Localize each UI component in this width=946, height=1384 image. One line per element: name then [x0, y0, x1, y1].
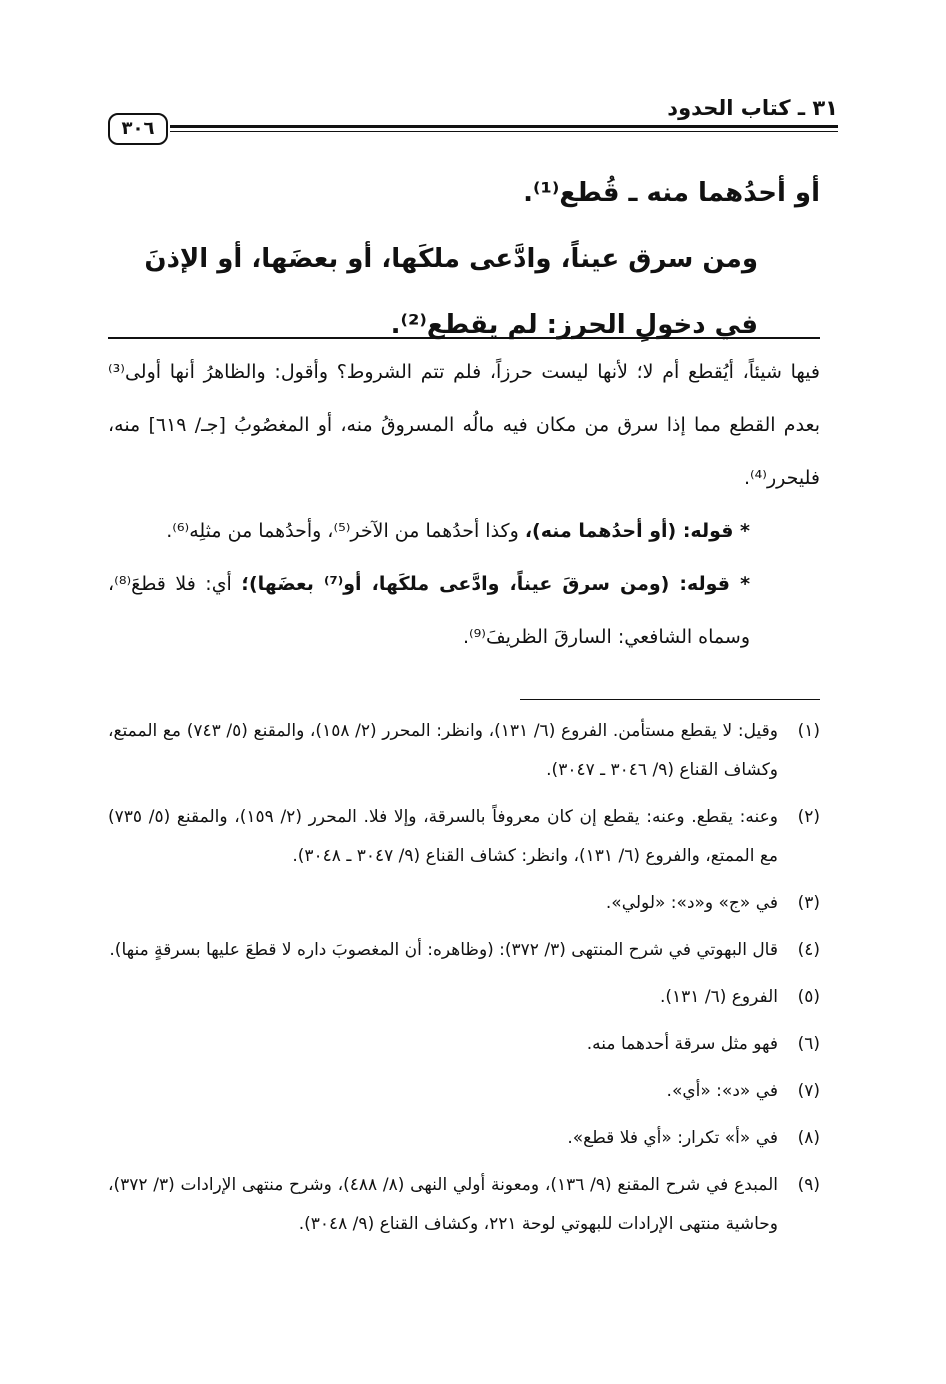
footnote [108, 1166, 820, 1244]
quote-text: وكذا أحدُهما من الآخر⁽⁵⁾، وأحدُهما من مثلِه⁽⁶⁾. [166, 520, 525, 542]
footnote-number: (٥) [797, 987, 820, 1007]
footnotes [108, 712, 820, 1252]
footnote-number: (٢) [797, 807, 820, 827]
footnote-text: وقيل: لا يقطع مستأمن. الفروع (٦/ ١٣١)، وانظر: المحرر (٢/ ١٥٨)، والمقنع (٥/ ٧٤٣) مع الممتع، وكشاف القناع (٩/ ٣٠٤٦ ـ ٣٠٤٧). [108, 721, 778, 780]
main-text [108, 160, 820, 358]
quote-lead: * قوله: (أو أحدُهما منه)، [524, 520, 750, 542]
footnote-number: (٣) [797, 893, 820, 913]
footnote [108, 884, 820, 923]
footnote-text: في «ج» و«د»: «لولي». [605, 893, 778, 913]
matn-line-1: أو أحدُهما منه ـ قُطع⁽¹⁾. [523, 178, 820, 208]
header-rule [170, 125, 838, 132]
footnote [108, 798, 820, 876]
page-number: ٣٠٦ [108, 113, 168, 145]
footnote [108, 1072, 820, 1111]
footnote-number: (٩) [797, 1175, 820, 1195]
footnote-text: وعنه: يقطع. وعنه: يقطع إن كان معروفاً بالسرقة، وإلا فلا. المحرر (٢/ ١٥٩)، والمقنع (٥/ ٧٣٥) مع الممتع، والفروع (٦/ ١٣١)، وانظر: كشاف القناع (٩/ ٣٠٤٧ ـ ٣٠٤٨). [108, 807, 778, 866]
footnote-text: الفروع (٦/ ١٣١). [659, 987, 778, 1007]
footnote-number: (٧) [797, 1081, 820, 1101]
page-header [108, 96, 838, 156]
quote-text: أي: فلا قطعَ⁽⁸⁾، وسماه الشافعي: السارقَ الظريفَ⁽⁹⁾. [108, 573, 750, 648]
footnote-number: (٦) [797, 1034, 820, 1054]
footnote-number: (١) [797, 721, 820, 741]
footnote [108, 978, 820, 1017]
footnote-text: فهو مثل سرقة أحدهما منه. [586, 1034, 778, 1054]
chapter-title: ٣١ ـ كتاب الحدود [667, 96, 838, 120]
commentary [108, 346, 820, 664]
text-divider [108, 337, 820, 339]
footnote-number: (٤) [797, 940, 820, 960]
commentary-quote-2 [108, 558, 820, 664]
footnote-text: في «د»: «أي». [666, 1081, 778, 1101]
footnote [108, 1025, 820, 1064]
footnote-divider [520, 699, 820, 700]
commentary-quote-1 [108, 505, 820, 558]
footnote [108, 1119, 820, 1158]
footnote-text: المبدع في شرح المقنع (٩/ ١٣٦)، ومعونة أولي النهى (٨/ ٤٨٨)، وشرح منتهى الإرادات (٣/ ٣٧٢)، وحاشية منتهى الإرادات للبهوتي لوحة ٢٢١، وكشاف القناع (٩/ ٣٠٤٨). [108, 1175, 778, 1234]
commentary-paragraph: فيها شيئاً، أيُقطع أم لا؛ لأنها ليست حرزاً، فلم تتم الشروط؟ وأقول: والظاهرُ أنها أولى⁽³⁾ بعدم القطع مما إذا سرق من مكان فيه مالُه المسروقُ منه، أو المغصُوبُ [جـ/ ٦١٩] منه، فليحرر⁽⁴⁾. [108, 361, 820, 489]
footnote-number: (٨) [797, 1128, 820, 1148]
quote-lead: * قوله: (ومن سرقَ عيناً، وادَّعى ملكَها، أو⁽⁷⁾ بعضَها)؛ [241, 573, 750, 595]
footnote-text: قال البهوتي في شرح المنتهى (٣/ ٣٧٢): (وظاهره: أن المغصوبَ داره لا قطعَ عليها بسرقةٍ منها). [109, 940, 778, 960]
footnote-text: في «أ» تكرار: «أي فلا قطع». [567, 1128, 778, 1148]
footnote [108, 931, 820, 970]
matn-line-2: ومن سرق عيناً، وادَّعى ملكَها، أو بعضَها، أو الإذنَ في دخولِ الحرز: لم يقطع⁽²⁾. [144, 244, 758, 340]
footnote [108, 712, 820, 790]
